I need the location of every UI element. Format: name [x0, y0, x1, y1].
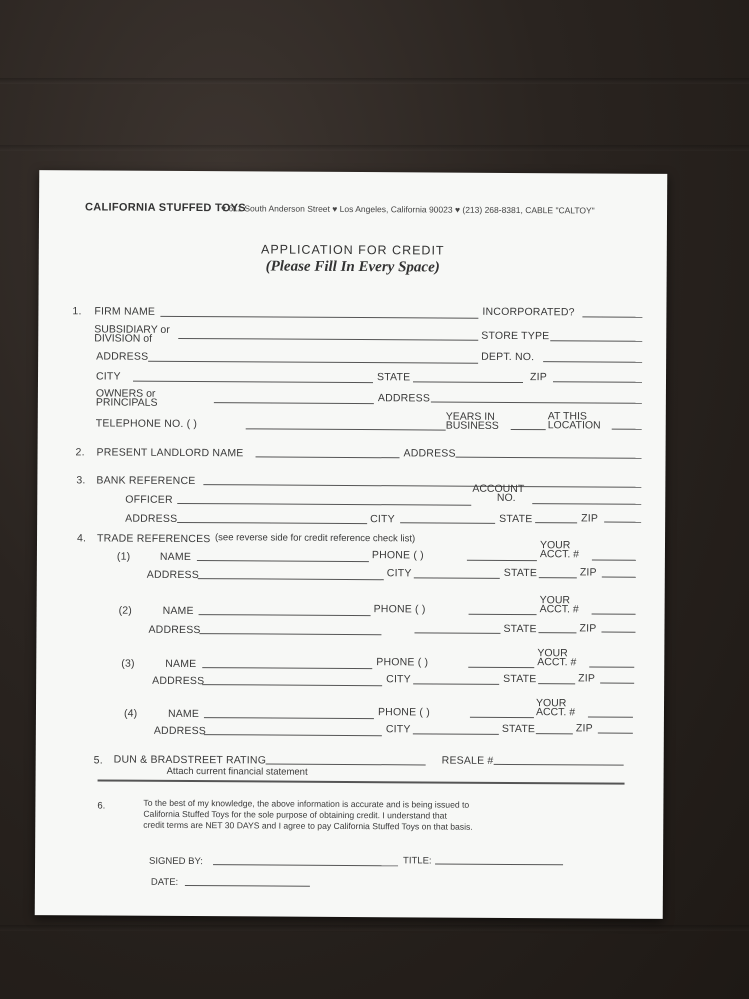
subsidiary-label: SUBSIDIARY or DIVISION of	[94, 323, 170, 345]
ref-state-label: STATE	[503, 622, 537, 636]
at-this-location-field[interactable]	[612, 429, 642, 430]
agreement-line-2: California Stuffed Toys for the sole purpose of obtaining credit. I understand that	[143, 808, 447, 821]
ref-address-field[interactable]	[202, 684, 382, 686]
ref-zip-field[interactable]	[598, 733, 633, 734]
ref-account-label: YOUR ACCT. #	[539, 594, 579, 616]
ref-city-field[interactable]	[413, 683, 499, 685]
account-no-label: ACCOUNT NO.	[472, 482, 525, 505]
ref-phone-field[interactable]	[469, 614, 537, 615]
ref-phone-label: PHONE ( )	[371, 549, 424, 562]
ref-account-field[interactable]	[589, 666, 634, 667]
trade-references-label: TRADE REFERENCES	[96, 532, 211, 546]
company-name: CALIFORNIA STUFFED TOYS	[85, 201, 246, 215]
ref-city-field[interactable]	[414, 632, 500, 634]
signed-by-field[interactable]	[213, 864, 398, 866]
ref-zip-field[interactable]	[602, 577, 636, 578]
ref-phone-field[interactable]	[467, 560, 537, 561]
ref-phone-field[interactable]	[468, 667, 534, 668]
ref-address-label: ADDRESS	[153, 724, 207, 738]
resale-field[interactable]	[494, 764, 624, 766]
bank-reference-field[interactable]	[203, 484, 641, 488]
title-label: TITLE:	[403, 855, 432, 867]
ref-city-label: CITY	[386, 567, 412, 580]
incorporated-label: INCORPORATED?	[482, 305, 575, 319]
owners-address-label: ADDRESS	[377, 392, 431, 405]
bank-reference-label: BANK REFERENCE	[96, 474, 196, 488]
address-label: ADDRESS	[96, 350, 149, 363]
firm-name-label: FIRM NAME	[94, 305, 156, 318]
ref-account-field[interactable]	[592, 613, 636, 614]
at-this-location-label: AT THIS LOCATION	[547, 410, 601, 432]
ref-address-field[interactable]	[198, 578, 384, 580]
ref-phone-label: PHONE ( )	[376, 656, 429, 669]
financial-statement-note: Attach current financial statement	[166, 765, 308, 778]
signed-by-label: SIGNED BY:	[149, 855, 203, 868]
incorporated-field[interactable]	[582, 316, 642, 317]
address-field[interactable]	[148, 361, 478, 364]
ref-phone-label: PHONE ( )	[373, 603, 426, 616]
ref-zip-label: ZIP	[579, 566, 597, 579]
reference-number: (1)	[116, 550, 131, 563]
section-number: 1.	[72, 305, 82, 318]
ref-phone-label: PHONE ( )	[377, 706, 430, 719]
landlord-label: PRESENT LANDLORD NAME	[96, 446, 244, 460]
ref-state-field[interactable]	[538, 632, 576, 633]
section-number: 5.	[93, 754, 103, 767]
reference-number: (2)	[118, 604, 133, 617]
store-type-field[interactable]	[550, 340, 642, 342]
dun-bradstreet-field[interactable]	[266, 763, 426, 765]
bank-address-field[interactable]	[177, 522, 367, 524]
ref-state-label: STATE	[503, 566, 538, 580]
date-field[interactable]	[185, 885, 310, 887]
state-label: STATE	[376, 371, 411, 384]
ref-address-field[interactable]	[199, 633, 381, 635]
ref-city-field[interactable]	[414, 577, 500, 579]
ref-name-label: NAME	[162, 604, 194, 618]
resale-label: RESALE #	[441, 754, 494, 767]
section-number: 2.	[75, 446, 85, 459]
ref-city-label: CITY	[386, 673, 411, 686]
zip-label: ZIP	[529, 371, 547, 384]
section-number: 3.	[76, 474, 86, 487]
agreement-line-3: credit terms are NET 30 DAYS and I agree to pay California Stuffed Toys on that basis.	[143, 819, 473, 832]
telephone-label: TELEPHONE NO. ( )	[95, 417, 198, 431]
bank-state-field[interactable]	[535, 522, 577, 523]
city-label: CITY	[95, 370, 121, 383]
landlord-field[interactable]	[256, 456, 400, 458]
ref-zip-field[interactable]	[601, 632, 635, 633]
ref-account-label: YOUR ACCT. #	[537, 647, 577, 669]
ref-name-field[interactable]	[197, 560, 369, 562]
ref-zip-label: ZIP	[579, 622, 597, 635]
ref-state-label: STATE	[503, 672, 537, 686]
city-field[interactable]	[133, 381, 373, 383]
landlord-address-label: ADDRESS	[403, 447, 456, 460]
date-label: DATE:	[150, 876, 179, 888]
state-field[interactable]	[413, 381, 523, 383]
ref-state-field[interactable]	[536, 733, 573, 734]
ref-state-field[interactable]	[539, 577, 577, 578]
ref-city-label: CITY	[385, 723, 411, 736]
ref-name-field[interactable]	[204, 717, 374, 719]
store-type-label: STORE TYPE	[481, 329, 550, 343]
ref-state-label: STATE	[501, 722, 536, 736]
dun-bradstreet-label: DUN & BRADSTREET RATING	[113, 753, 267, 767]
ref-phone-field[interactable]	[470, 717, 534, 718]
telephone-field[interactable]	[246, 428, 446, 430]
ref-account-label: YOUR ACCT. #	[535, 697, 576, 719]
owners-label: OWNERS or PRINCIPALS	[95, 387, 158, 409]
officer-label: OFFICER	[125, 493, 173, 506]
ref-account-label: YOUR ACCT. #	[539, 539, 580, 561]
form-title: APPLICATION FOR CREDIT	[260, 242, 445, 258]
reference-number: (4)	[123, 707, 138, 720]
ref-state-field[interactable]	[538, 683, 575, 684]
ref-zip-field[interactable]	[600, 683, 634, 684]
trade-references-note: (see reverse side for credit reference check list)	[215, 532, 416, 545]
ref-address-label: ADDRESS	[148, 623, 201, 637]
ref-zip-label: ZIP	[578, 672, 596, 685]
ref-address-label: ADDRESS	[146, 568, 200, 582]
agreement-line-1: To the best of my knowledge, the above information is accurate and is being issued to	[143, 797, 470, 810]
landlord-address-field[interactable]	[456, 457, 642, 459]
years-in-business-field[interactable]	[511, 429, 546, 430]
ref-zip-label: ZIP	[575, 722, 593, 735]
ref-name-label: NAME	[159, 550, 192, 564]
ref-address-label: ADDRESS	[152, 674, 205, 688]
ref-name-label: NAME	[165, 657, 197, 671]
dept-no-field[interactable]	[543, 361, 642, 363]
account-no-field[interactable]	[532, 503, 641, 505]
bank-state-label: STATE	[499, 512, 533, 526]
title-field[interactable]	[435, 864, 563, 866]
bank-address-label: ADDRESS	[125, 512, 178, 525]
ref-name-label: NAME	[167, 707, 200, 721]
bank-zip-label: ZIP	[581, 512, 599, 525]
firm-name-field[interactable]	[160, 316, 478, 319]
ref-address-field[interactable]	[204, 734, 382, 736]
bank-city-field[interactable]	[400, 522, 495, 524]
owners-address-field[interactable]	[431, 401, 642, 403]
ref-name-field[interactable]	[199, 614, 371, 616]
ref-account-field[interactable]	[592, 559, 636, 560]
section-number: 4.	[76, 532, 87, 545]
company-address: ♥ 611 South Anderson Street ♥ Los Angeles, California 90023 ♥ (213) 268-8381, CABLE "CALTOY"	[221, 203, 595, 216]
bank-city-label: CITY	[370, 513, 395, 526]
subsidiary-field[interactable]	[178, 338, 478, 341]
years-in-business-label: YEARS IN BUSINESS	[445, 410, 499, 432]
ref-name-field[interactable]	[202, 667, 372, 669]
officer-field[interactable]	[177, 503, 471, 506]
section-number: 6.	[97, 800, 106, 812]
section-divider	[98, 779, 625, 784]
zip-field[interactable]	[553, 381, 642, 383]
form-subtitle: (Please Fill In Every Space)	[265, 258, 440, 276]
dept-no-label: DEPT. NO.	[481, 350, 535, 364]
owners-field[interactable]	[214, 402, 374, 404]
ref-city-field[interactable]	[413, 733, 499, 735]
bank-zip-field[interactable]	[604, 522, 641, 523]
ref-account-field[interactable]	[588, 716, 633, 717]
reference-number: (3)	[121, 657, 135, 670]
credit-application-form	[35, 170, 668, 919]
